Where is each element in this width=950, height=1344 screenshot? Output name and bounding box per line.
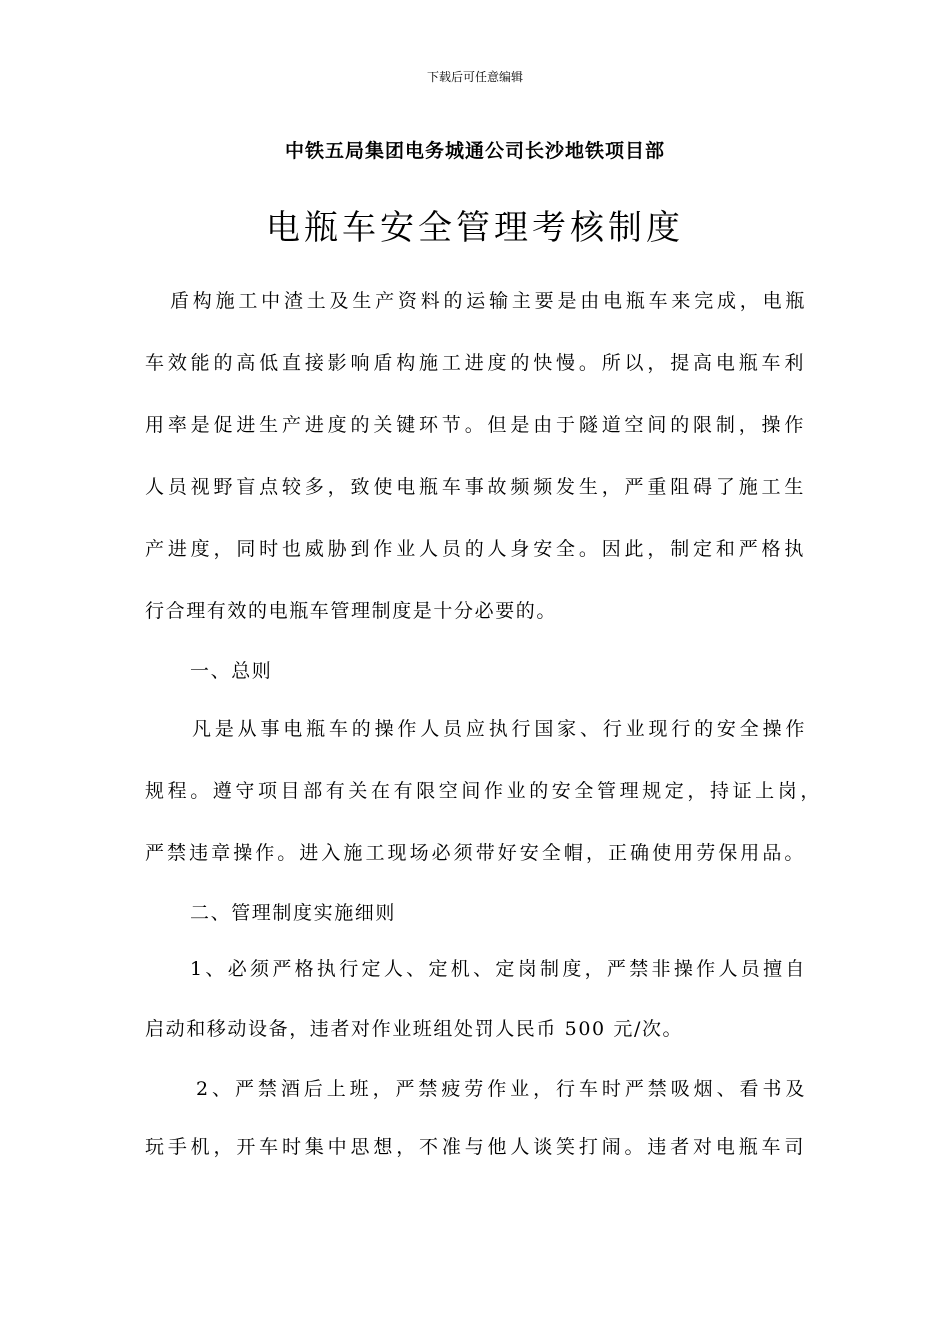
- section-heading-rules: 二、管理制度实施细则: [190, 902, 397, 924]
- rule-1-line-2: 启动和移动设备，违者对作业班组处罚人民币 500 元/次。: [145, 1018, 684, 1040]
- section-heading-general: 一、总则: [190, 660, 273, 682]
- general-line-1: 凡是从事电瓶车的操作人员应执行国家、行业现行的安全操作: [192, 718, 806, 740]
- intro-line-4: 人员视野盲点较多，致使电瓶车事故频频发生，严重阻碍了施工生: [145, 476, 805, 498]
- document-title: 电瓶车安全管理考核制度: [266, 208, 684, 248]
- organization-title: 中铁五局集团电务城通公司长沙地铁项目部: [284, 140, 665, 162]
- intro-line-1: 盾构施工中渣土及生产资料的运输主要是由电瓶车来完成，电瓶: [170, 290, 806, 312]
- header-note: 下载后可任意编辑: [426, 70, 523, 84]
- general-line-2: 规程。遵守项目部有关在有限空间作业的安全管理规定，持证上岗，: [145, 780, 821, 802]
- intro-line-3: 用率是促进生产进度的关键环节。但是由于隧道空间的限制，操作: [145, 414, 805, 436]
- intro-line-2: 车效能的高低直接影响盾构施工进度的快慢。所以，提高电瓶车利: [145, 352, 805, 374]
- rule-1-line-1: 1、必须严格执行定人、定机、定岗制度，严禁非操作人员擅自: [190, 958, 806, 980]
- general-line-3: 严禁违章操作。进入施工现场必须带好安全帽，正确使用劳保用品。: [145, 842, 805, 864]
- intro-line-5: 产进度，同时也威胁到作业人员的人身安全。因此，制定和严格执: [145, 538, 805, 560]
- rule-2-line-1: 2、严禁酒后上班，严禁疲劳作业，行车时严禁吸烟、看书及: [196, 1078, 806, 1100]
- intro-line-6: 行合理有效的电瓶车管理制度是十分必要的。: [145, 600, 558, 622]
- rule-2-line-2: 玩手机，开车时集中思想，不准与他人谈笑打闹。违者对电瓶车司: [145, 1136, 805, 1158]
